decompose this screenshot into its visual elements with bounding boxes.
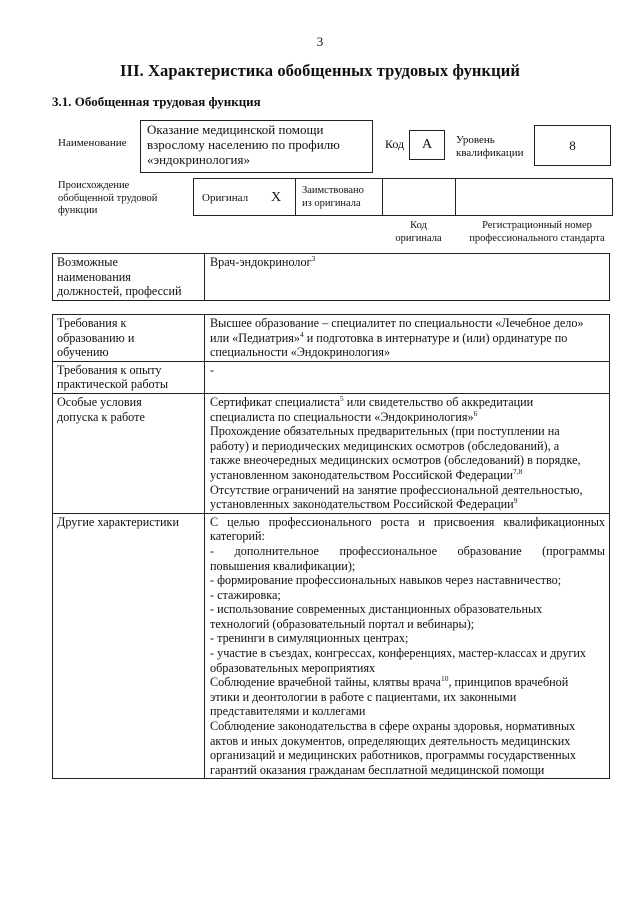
code-label: Код	[385, 137, 405, 151]
level-label: Уровень квалификации	[456, 134, 524, 159]
experience-value: -	[205, 361, 610, 393]
education-label: Требования к образованию и обучению	[53, 315, 205, 362]
special-value: Сертификат специалиста$^5$ или свидетельство об аккредитации специалиста по специальности «Эндокринология»$^6$ Прохождение обязательных предварительных (при поступлении на работу) и периодических медицинских осмотров (обследований), а также внеочередных медицинских осмотров (обследований) в порядке, установленном законодательством Российской Федерации$^{7,8}$ Отсутствие ограничений на занятие профессиональной деятельностью, установленных законодательством Российской Федерации$^9$	[205, 393, 610, 513]
table-row	[53, 315, 610, 362]
table-row	[53, 513, 610, 779]
subsection-title: 3.1. Обобщенная трудовая функция	[52, 94, 261, 109]
level-value: 8	[569, 138, 576, 153]
education-value: Высшее образование – специалитет по специальности «Лечебное дело» или «Педиатрия»$^4$ и подготовка в интернатуре и (или) ординатуре по специальности «Эндокринология»	[205, 315, 610, 362]
table-row	[53, 361, 610, 393]
name-value: Оказание медицинской помощи взрослому населению по профилю «эндокринология»	[147, 122, 340, 167]
code-value: А	[421, 137, 433, 152]
name-label: Наименование	[58, 137, 127, 149]
page-number: 3	[316, 34, 324, 49]
code-box	[409, 130, 445, 160]
borrowed-label: Заимствовано из оригинала	[302, 185, 364, 209]
section-title: III. Характеристика обобщенных трудовых функций	[120, 61, 520, 80]
positions-value: Врач-эндокринолог$^3$	[205, 254, 610, 301]
other-label: Другие характеристики	[53, 513, 205, 779]
reg-caption: Регистрационный номер профессионального стандарта	[469, 220, 605, 244]
positions-table	[52, 253, 610, 301]
positions-label: Возможные наименования должностей, профессий	[53, 254, 205, 301]
other-value: С целью профессионального роста и присвоения квалификационных категорий: - дополнительное профессиональное образование (программы повышения квалификации); - формирование профессиональных навыков через наставничество; - стажировка; - использование современных дистанционных образовательных технологий (образовательный портал и вебинары); - тренинги в симуляционных центрах; - участие в съездах, конгрессах, конференциях, мастер-классах и других образовательных мероприятиях Соблюдение врачебной тайны, клятвы врача$^{10}$, принципов врачебной этики и деонтологии в работе с пациентами, их законными представителями и коллегами Соблюдение законодательства в сфере охраны здоровья, нормативных актов и иных документов, определяющих деятельность медицинских организаций и медицинских работников, программы государственных гарантий оказания гражданам бесплатной медицинской помощи	[205, 513, 610, 779]
table-row	[53, 393, 610, 513]
level-box	[534, 125, 611, 166]
table-row	[53, 254, 610, 301]
name-value-box	[140, 120, 373, 173]
special-label: Особые условия допуска к работе	[53, 393, 205, 513]
origin-row	[193, 178, 613, 216]
original-mark: X	[271, 190, 282, 205]
origin-label: Происхождение обобщенной трудовой функции	[58, 180, 158, 216]
experience-label: Требования к опыту практической работы	[53, 361, 205, 393]
origin-divider-1	[295, 178, 296, 216]
code-caption: Код оригинала	[395, 220, 442, 244]
origin-divider-2	[382, 178, 383, 216]
original-label: Оригинал	[202, 192, 249, 204]
origin-divider-3	[455, 178, 456, 216]
requirements-table	[52, 314, 610, 779]
